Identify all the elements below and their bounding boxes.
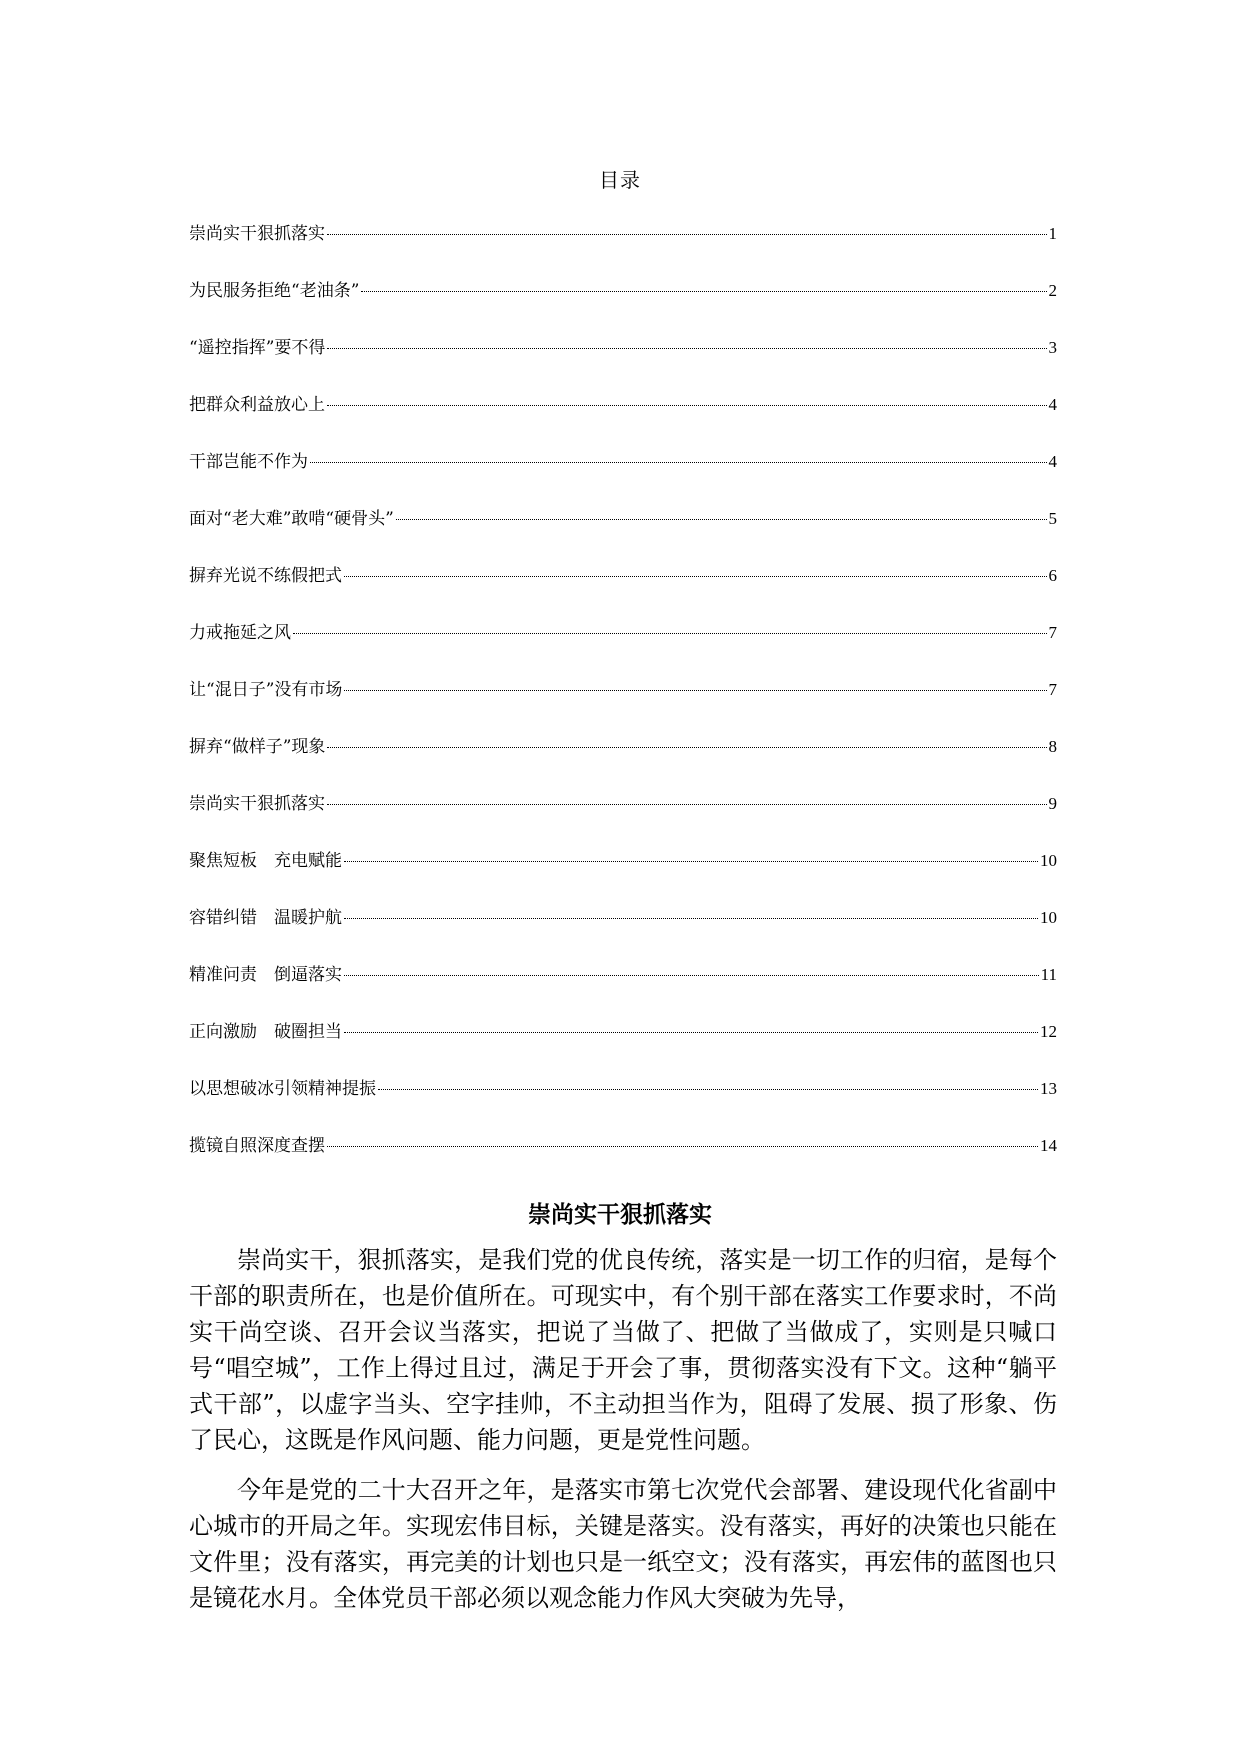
toc-dot-leader: [327, 348, 1046, 349]
toc-entry-page: 8: [1048, 737, 1057, 756]
toc-entry[interactable]: [189, 907, 1057, 964]
toc-entry-page: 5: [1048, 509, 1057, 528]
toc-entry[interactable]: [189, 280, 1057, 337]
toc-dot-leader: [344, 975, 1039, 976]
toc-entry-page: 13: [1040, 1079, 1057, 1098]
toc-dot-leader: [344, 1032, 1038, 1033]
toc-entry-page: 11: [1040, 965, 1057, 984]
toc-dot-leader: [327, 234, 1047, 235]
toc-dot-leader: [344, 918, 1038, 919]
toc-entry-text: “遥控指挥”要不得: [189, 338, 326, 358]
toc-dot-leader: [344, 861, 1038, 862]
toc-entry[interactable]: [189, 736, 1057, 793]
toc-entry-page: 2: [1048, 281, 1057, 300]
toc-entry-text: 正向激励 破圈担当: [189, 1022, 342, 1042]
toc-entry-text: 面对“老大难”敢啃“硬骨头”: [189, 509, 394, 529]
toc-entry-page: 9: [1048, 794, 1057, 813]
toc-entry[interactable]: [189, 394, 1057, 451]
toc-entry-page: 10: [1040, 908, 1057, 927]
toc-entry-text: 崇尚实干狠抓落实: [189, 794, 325, 814]
toc-dot-leader: [344, 690, 1046, 691]
toc-entry-page: 7: [1048, 680, 1057, 699]
toc-entry-text: 干部岂能不作为: [189, 452, 308, 472]
toc-entry-page: 3: [1048, 338, 1057, 357]
toc-entry[interactable]: [189, 622, 1057, 679]
toc-dot-leader: [378, 1089, 1038, 1090]
toc-entry[interactable]: [189, 1021, 1057, 1078]
toc-entry[interactable]: [189, 1078, 1057, 1135]
toc-entry-page: 6: [1048, 566, 1057, 585]
toc-entry-page: 12: [1040, 1022, 1057, 1041]
toc-dot-leader: [327, 1146, 1038, 1147]
toc-entry-text: 揽镜自照深度查摆: [189, 1136, 325, 1156]
toc-entry[interactable]: [189, 565, 1057, 622]
toc-list: [189, 223, 1057, 1192]
toc-entry[interactable]: [189, 679, 1057, 736]
toc-entry-text: 崇尚实干狠抓落实: [189, 224, 325, 244]
toc-entry-text: 精准问责 倒逼落实: [189, 965, 342, 985]
toc-entry-text: 以思想破冰引领精神提振: [189, 1079, 376, 1099]
toc-dot-leader: [344, 576, 1047, 577]
toc-entry[interactable]: [189, 850, 1057, 907]
toc-entry-text: 让“混日子”没有市场: [189, 680, 343, 700]
toc-entry-page: 1: [1048, 224, 1057, 243]
toc-title: 目录: [599, 168, 641, 192]
toc-entry-page: 14: [1040, 1136, 1057, 1155]
toc-dot-leader: [396, 519, 1047, 520]
toc-dot-leader: [327, 804, 1047, 805]
toc-dot-leader: [361, 291, 1046, 292]
toc-entry-text: 容错纠错 温暖护航: [189, 908, 342, 928]
toc-entry-text: 摒弃“做样子”现象: [189, 737, 326, 757]
toc-entry-text: 聚焦短板 充电赋能: [189, 851, 342, 871]
toc-entry-text: 力戒拖延之风: [189, 623, 291, 643]
toc-entry-text: 把群众利益放心上: [189, 395, 325, 415]
toc-entry[interactable]: [189, 793, 1057, 850]
toc-entry-page: 10: [1040, 851, 1057, 870]
toc-dot-leader: [310, 462, 1047, 463]
toc-entry-page: 4: [1048, 395, 1057, 414]
toc-entry[interactable]: [189, 451, 1057, 508]
toc-dot-leader: [293, 633, 1047, 634]
toc-entry-page: 7: [1048, 623, 1057, 642]
toc-dot-leader: [327, 747, 1046, 748]
toc-dot-leader: [327, 405, 1047, 406]
toc-entry[interactable]: [189, 964, 1057, 1021]
toc-entry[interactable]: [189, 1135, 1057, 1192]
toc-entry-text: 为民服务拒绝“老油条”: [189, 281, 360, 301]
article-paragraph: 崇尚实干，狠抓落实，是我们党的优良传统，落实是一切工作的归宿，是每个干部的职责所在，也是价值所在。可现实中，有个别干部在落实工作要求时，不尚实干尚空谈、召开会议当落实，把说了当做了、把做了当做成了，实则是只喊口号“唱空城”，工作上得过且过，满足于开会了事，贯彻落实没有下文。这种“躺平式干部”，以虚字当头、空字挂帅，不主动担当作为，阻碍了发展、损了形象、伤了民心，这既是作风问题、能力问题，更是党性问题。: [189, 1246, 1057, 1454]
toc-entry[interactable]: [189, 508, 1057, 565]
toc-entry[interactable]: [189, 223, 1057, 280]
article-body: [189, 1242, 1057, 1630]
toc-entry-page: 4: [1048, 452, 1057, 471]
article-title: 崇尚实干狠抓落实: [528, 1202, 712, 1228]
article-paragraph: 今年是党的二十大召开之年，是落实市第七次党代会部署、建设现代化省副中心城市的开局之年。实现宏伟目标，关键是落实。没有落实，再好的决策也只能在文件里；没有落实，再完美的计划也只是一纸空文；没有落实，再宏伟的蓝图也只是镜花水月。全体党员干部必须以观念能力作风大突破为先导，: [189, 1476, 1057, 1612]
toc-entry[interactable]: [189, 337, 1057, 394]
toc-entry-text: 摒弃光说不练假把式: [189, 566, 342, 586]
